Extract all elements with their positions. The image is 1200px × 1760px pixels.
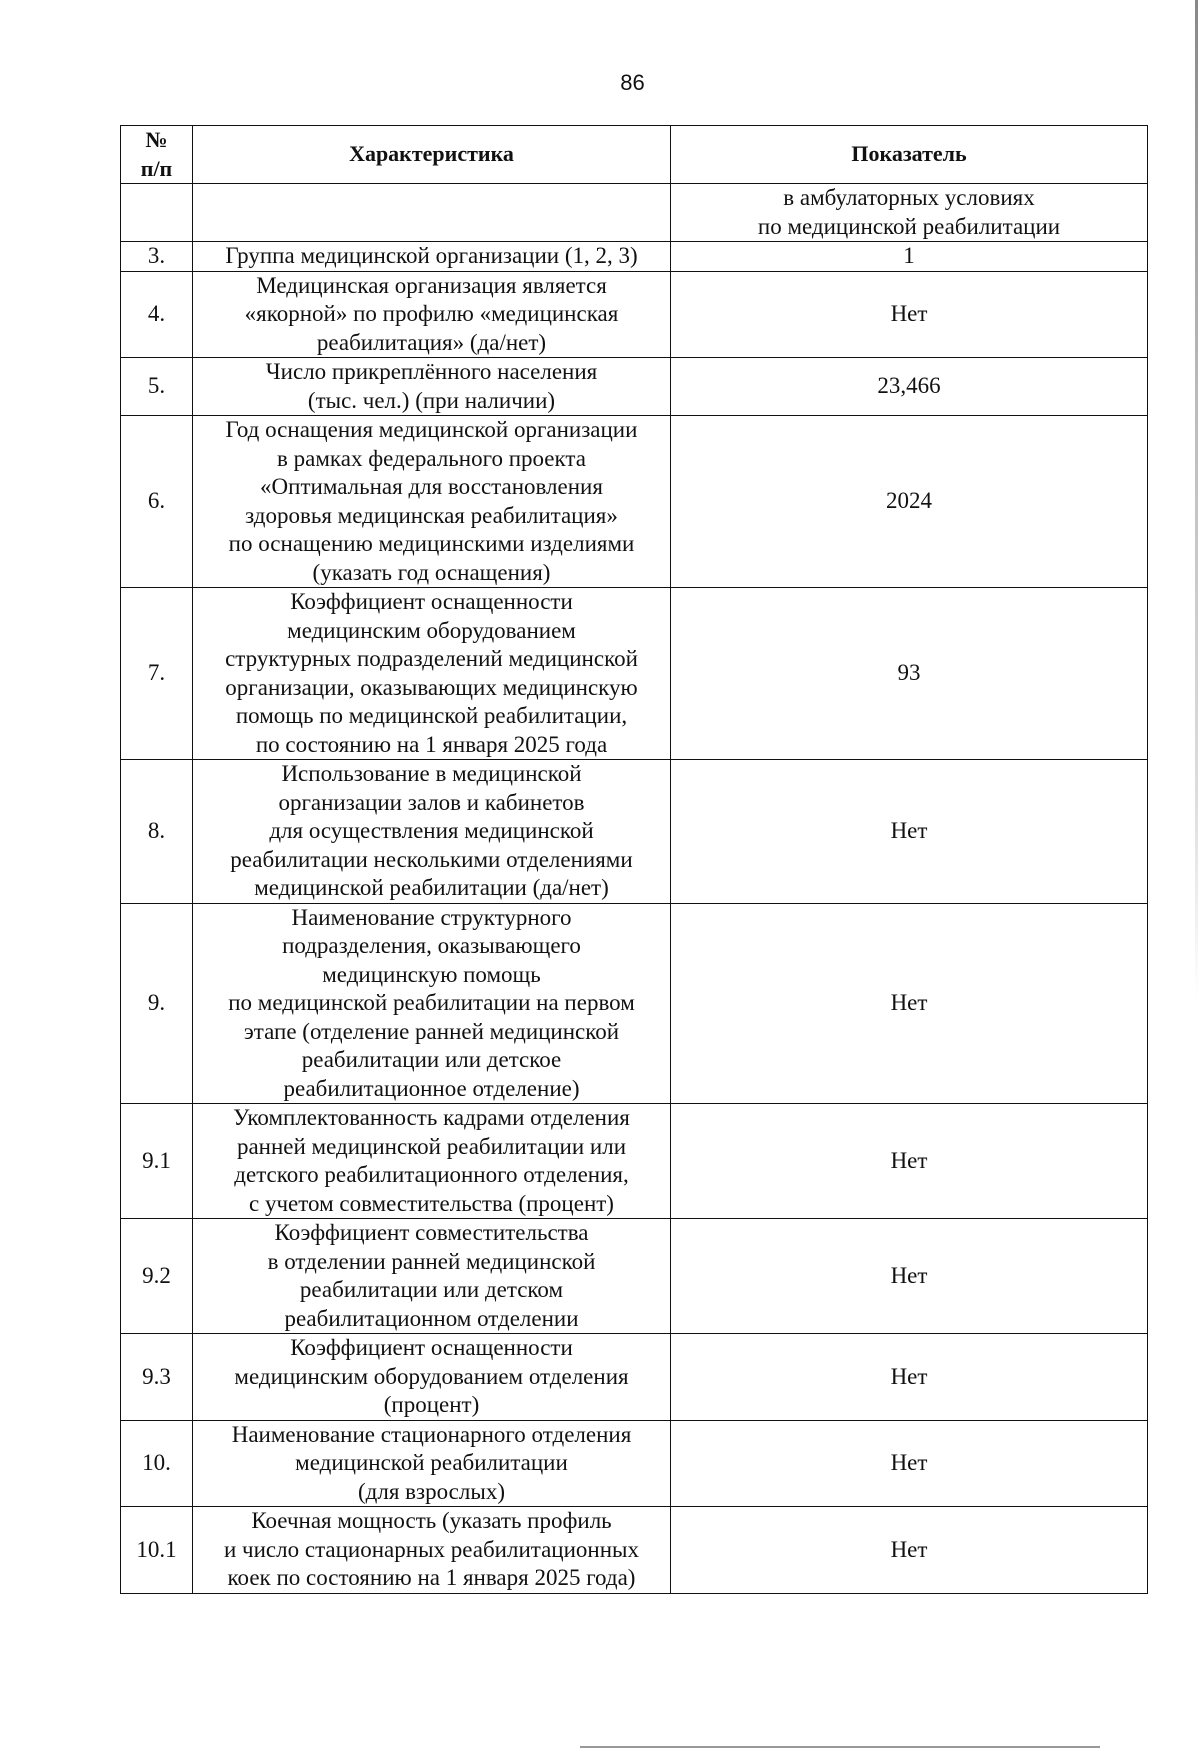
table-row (121, 358, 1148, 416)
row-characteristic: Коэффициент совместительства в отделении ранней медицинской реабилитации или детском реабилитационном отделении (193, 1219, 671, 1334)
row-num: 9.3 (121, 1334, 193, 1421)
row-characteristic: Использование в медицинской организации залов и кабинетов для осуществления медицинской реабилитации несколькими отделениями медицинской реабилитации (да/нет) (193, 760, 671, 904)
table-row (121, 1334, 1148, 1421)
characteristics-table (120, 125, 1148, 1594)
row-num: 5. (121, 358, 193, 416)
table-row (121, 588, 1148, 760)
row-num: 9.2 (121, 1219, 193, 1334)
scan-edge-mark (1195, 0, 1198, 1000)
row-num: 3. (121, 242, 193, 272)
table-header-row (121, 126, 1148, 184)
row-value: Нет (671, 271, 1148, 358)
row-characteristic: Коечная мощность (указать профиль и число стационарных реабилитационных коек по состоянию на 1 января 2025 года) (193, 1507, 671, 1594)
row-num: 6. (121, 416, 193, 588)
page-number: 86 (620, 70, 645, 95)
row-num: 7. (121, 588, 193, 760)
row-value: Нет (671, 1334, 1148, 1421)
row-characteristic: Наименование стационарного отделения медицинской реабилитации (для взрослых) (193, 1420, 671, 1507)
row-characteristic (193, 184, 671, 242)
table-row (121, 903, 1148, 1104)
table-row (121, 1219, 1148, 1334)
row-num: 8. (121, 760, 193, 904)
row-characteristic: Коэффициент оснащенности медицинским оборудованием отделения (процент) (193, 1334, 671, 1421)
row-characteristic: Укомплектованность кадрами отделения ранней медицинской реабилитации или детского реабилитационного отделения, с учетом совместительства (процент) (193, 1104, 671, 1219)
row-value: Нет (671, 760, 1148, 904)
table-row (121, 416, 1148, 588)
row-num: 4. (121, 271, 193, 358)
row-value: 2024 (671, 416, 1148, 588)
row-value: Нет (671, 1219, 1148, 1334)
row-characteristic: Медицинская организация является «якорной» по профилю «медицинская реабилитация» (да/нет) (193, 271, 671, 358)
row-characteristic: Год оснащения медицинской организации в рамках федерального проекта «Оптимальная для восстановления здоровья медицинская реабилитация» по оснащению медицинскими изделиями (указать год оснащения) (193, 416, 671, 588)
header-value: Показатель (671, 126, 1148, 184)
row-value: Нет (671, 903, 1148, 1104)
row-value: 93 (671, 588, 1148, 760)
row-value: Нет (671, 1104, 1148, 1219)
row-characteristic: Число прикреплённого населения (тыс. чел.) (при наличии) (193, 358, 671, 416)
row-num: 10.1 (121, 1507, 193, 1594)
row-characteristic: Наименование структурного подразделения, оказывающего медицинскую помощь по медицинской реабилитации на первом этапе (отделение ранней медицинской реабилитации или детское реабилитационное отделение) (193, 903, 671, 1104)
row-value: 1 (671, 242, 1148, 272)
header-characteristic: Характеристика (193, 126, 671, 184)
row-characteristic: Группа медицинской организации (1, 2, 3) (193, 242, 671, 272)
table-row (121, 1104, 1148, 1219)
table-row (121, 271, 1148, 358)
table-row (121, 760, 1148, 904)
continuation-row (121, 184, 1148, 242)
table-row (121, 1420, 1148, 1507)
scan-bottom-line (580, 1746, 1100, 1748)
row-num: 9. (121, 903, 193, 1104)
row-value: 23,466 (671, 358, 1148, 416)
table-row (121, 1507, 1148, 1594)
row-num (121, 184, 193, 242)
row-value: Нет (671, 1507, 1148, 1594)
row-characteristic: Коэффициент оснащенности медицинским оборудованием структурных подразделений медицинской организации, оказывающих медицинскую помощь по медицинской реабилитации, по состоянию на 1 января 2025 года (193, 588, 671, 760)
row-value: в амбулаторных условиях по медицинской реабилитации (671, 184, 1148, 242)
row-num: 10. (121, 1420, 193, 1507)
row-num: 9.1 (121, 1104, 193, 1219)
header-num: № п/п (121, 126, 193, 184)
row-value: Нет (671, 1420, 1148, 1507)
table-row (121, 242, 1148, 272)
